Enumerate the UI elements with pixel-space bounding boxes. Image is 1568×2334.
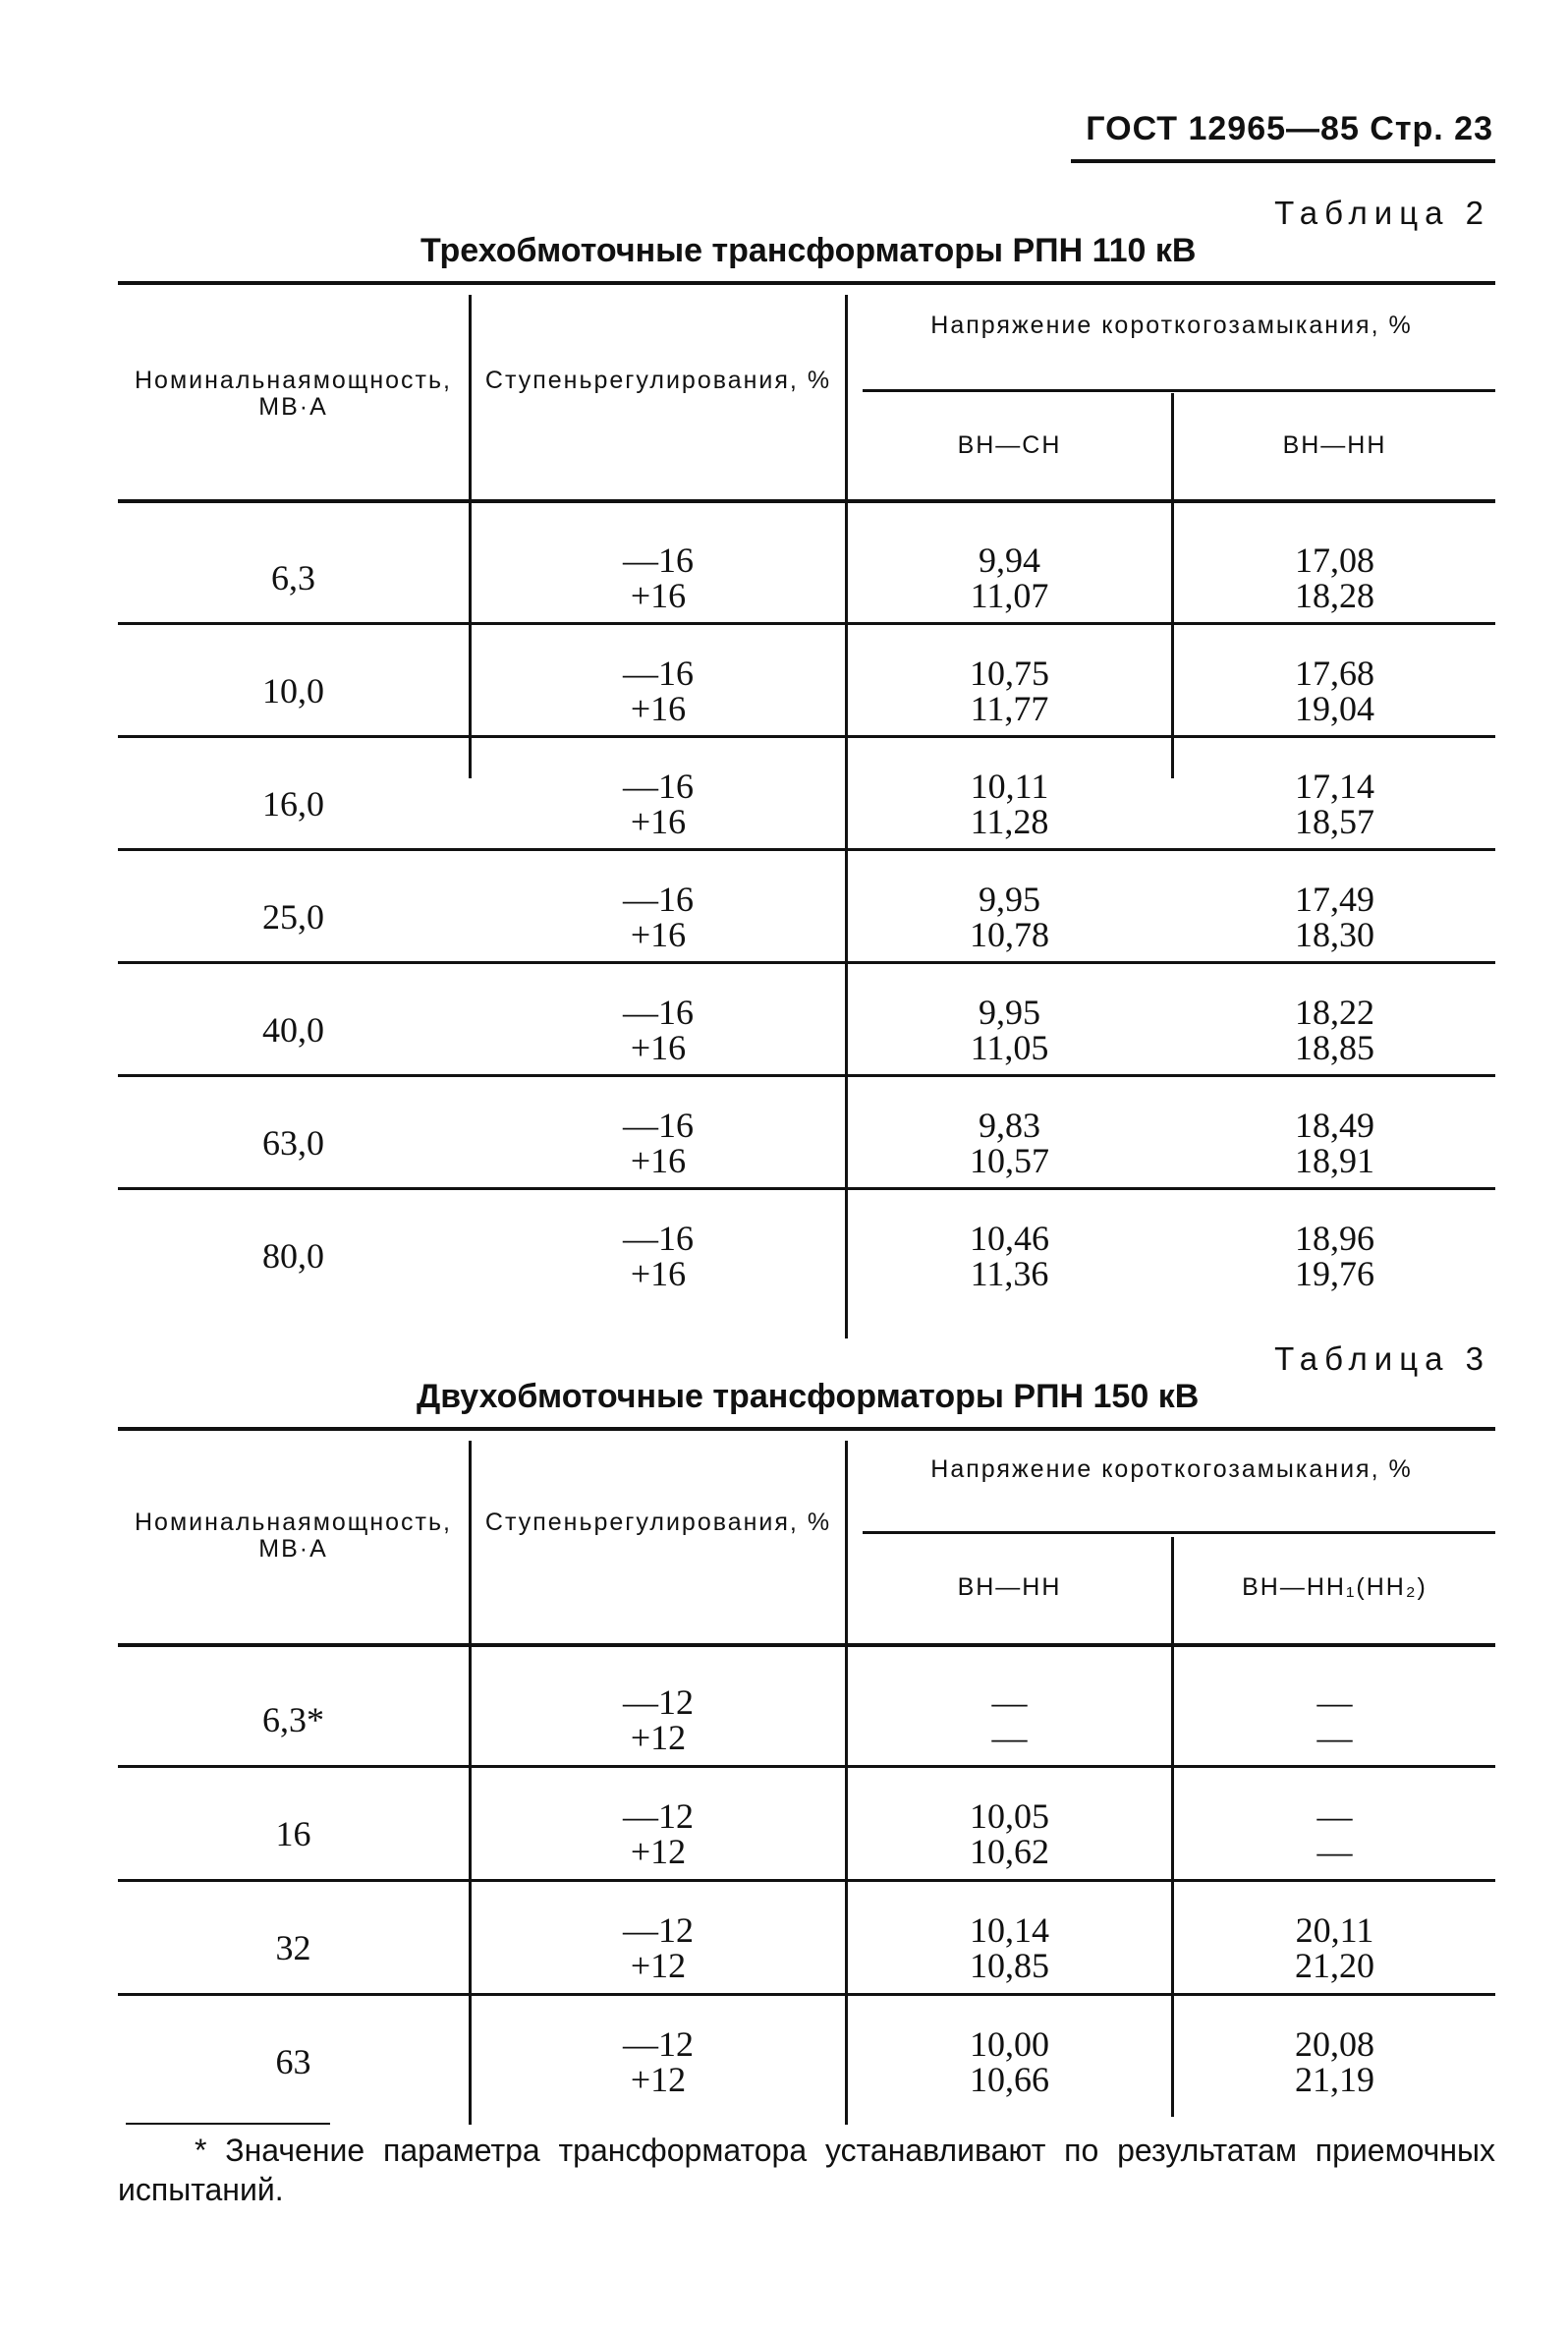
cell-voltage-2: 20,08 21,19 [1295, 2024, 1374, 2099]
cell-voltage-1: 10,05 10,62 [970, 1796, 1049, 1871]
header-sub2: ВН—НН [1282, 431, 1387, 459]
header-power: Номинальнаямощность, МВ·А [135, 367, 452, 421]
row-separator [118, 848, 1495, 851]
cell-step: —16 +16 [623, 993, 694, 1067]
table3-title: Двухобмоточные трансформаторы РПН 150 кВ [417, 1378, 1200, 1415]
table2-title: Трехобмоточные трансформаторы РПН 110 кВ [420, 232, 1197, 269]
header-voltage: Напряжение короткогозамыкания, % [930, 312, 1413, 339]
cell-voltage-1: 10,75 11,77 [970, 654, 1049, 728]
cell-power: 63,0 [262, 1123, 324, 1163]
cell-step: —12 +12 [623, 1682, 694, 1757]
cell-power: 6,3* [262, 1700, 324, 1739]
row-separator [118, 622, 1495, 625]
header-sub1: ВН—СН [957, 431, 1062, 459]
header-bottom-rule [118, 1643, 1495, 1647]
cell-voltage-1: 10,11 11,28 [970, 767, 1049, 841]
cell-step: —12 +12 [623, 2024, 694, 2099]
footnote-rule [126, 2123, 330, 2125]
cell-voltage-2: 18,22 18,85 [1295, 993, 1374, 1067]
cell-step: —16 +16 [623, 767, 694, 841]
cell-power: 10,0 [262, 671, 324, 711]
header-sub2: ВН—НН₁(НН₂) [1242, 1573, 1428, 1601]
cell-power: 6,3 [271, 558, 315, 598]
cell-voltage-1: 9,94 11,07 [970, 541, 1049, 615]
cell-voltage-1: 10,14 10,85 [970, 1910, 1049, 1985]
header-step: Ступеньрегулирования, % [484, 367, 832, 394]
cell-voltage-1: 9,95 10,78 [970, 880, 1049, 954]
row-separator [118, 1187, 1495, 1190]
header-voltage: Напряжение короткогозамыкания, % [930, 1455, 1413, 1483]
table3 [118, 1427, 1495, 2115]
cell-voltage-2: 17,08 18,28 [1295, 541, 1374, 615]
cell-voltage-1: 9,83 10,57 [970, 1106, 1049, 1180]
cell-voltage-2: 18,49 18,91 [1295, 1106, 1374, 1180]
header-sub1: ВН—НН [957, 1573, 1062, 1601]
cell-step: —12 +12 [623, 1910, 694, 1985]
cell-power: 16,0 [262, 784, 324, 824]
page-header: ГОСТ 12965—85 Стр. 23 [1086, 110, 1493, 147]
cell-voltage-1: 10,00 10,66 [970, 2024, 1049, 2099]
cell-step: —16 +16 [623, 654, 694, 728]
cell-power: 40,0 [262, 1010, 324, 1050]
table2 [118, 281, 1495, 1342]
header-bottom-rule [118, 499, 1495, 503]
header-sub-rule [863, 389, 1495, 392]
cell-power: 80,0 [262, 1236, 324, 1276]
table2-label: Таблица 2 [1274, 195, 1490, 231]
table-top-rule [118, 281, 1495, 285]
column-divider [845, 1441, 848, 2125]
header-power: Номинальнаямощность, МВ·А [135, 1509, 452, 1563]
header-step: Ступеньрегулирования, % [484, 1509, 832, 1536]
cell-step: —12 +12 [623, 1796, 694, 1871]
cell-power: 32 [275, 1928, 311, 1967]
footnote: * Значение параметра трансформатора устанавливают по результатам приемочных испытаний. [118, 2133, 1495, 2207]
cell-voltage-2: 17,68 19,04 [1295, 654, 1374, 728]
cell-voltage-2: 20,11 21,20 [1295, 1910, 1374, 1985]
table-top-rule [118, 1427, 1495, 1431]
cell-step: —16 +16 [623, 541, 694, 615]
row-separator [118, 1765, 1495, 1768]
row-separator [118, 1074, 1495, 1077]
cell-step: —16 +16 [623, 880, 694, 954]
header-rule [1071, 159, 1495, 163]
cell-voltage-2: 17,14 18,57 [1295, 767, 1374, 841]
cell-voltage-2: 17,49 18,30 [1295, 880, 1374, 954]
cell-step: —16 +16 [623, 1219, 694, 1293]
cell-voltage-2: — — [1316, 1796, 1353, 1871]
cell-voltage-1: 9,95 11,05 [970, 993, 1049, 1067]
row-separator [118, 1879, 1495, 1882]
row-separator [118, 735, 1495, 738]
cell-power: 16 [275, 1814, 311, 1853]
cell-voltage-2: — — [1316, 1682, 1353, 1757]
cell-power: 25,0 [262, 897, 324, 937]
row-separator [118, 1993, 1495, 1996]
column-divider [469, 1441, 472, 2125]
header-sub-rule [863, 1531, 1495, 1534]
cell-voltage-1: — — [991, 1682, 1028, 1757]
table3-label: Таблица 3 [1274, 1340, 1490, 1377]
cell-voltage-2: 18,96 19,76 [1295, 1219, 1374, 1293]
cell-step: —16 +16 [623, 1106, 694, 1180]
cell-power: 63 [275, 2042, 311, 2081]
cell-voltage-1: 10,46 11,36 [970, 1219, 1049, 1293]
row-separator [118, 961, 1495, 964]
